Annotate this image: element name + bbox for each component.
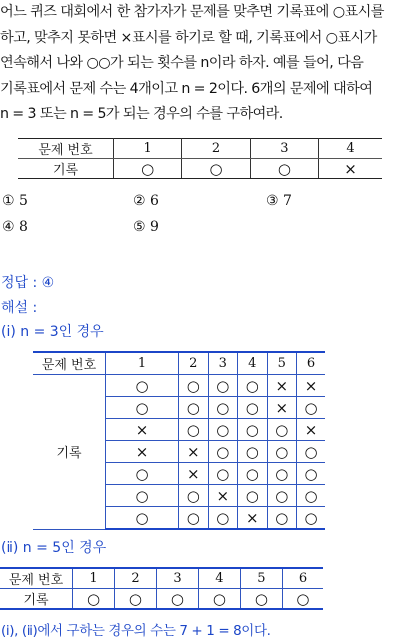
record-cell: ○ xyxy=(106,507,179,530)
option-5[interactable]: ⑤ 9 xyxy=(133,219,159,235)
record-cell: ○ xyxy=(267,419,297,441)
option-4[interactable]: ④ 8 xyxy=(2,219,28,235)
header-cell: 문제 번호 xyxy=(33,352,106,375)
problem-line: n = 3 또는 n = 5가 되는 경우의 수를 구하여라. xyxy=(0,106,283,122)
record-cell: ○ xyxy=(208,397,238,419)
record-cell: ○ xyxy=(208,507,238,530)
record-cell: ○ xyxy=(179,485,209,507)
record-cell: ○ xyxy=(267,485,297,507)
record-cell: ○ xyxy=(179,397,209,419)
record-cell: ○ xyxy=(179,375,209,397)
header-cell: 6 xyxy=(297,352,326,375)
record-cell: ○ xyxy=(208,375,238,397)
header-cell: 3 xyxy=(156,568,198,589)
record-cell: ○ xyxy=(297,463,326,485)
record-cell: × xyxy=(319,159,382,179)
record-cell: ○ xyxy=(182,159,250,179)
record-cell: ○ xyxy=(179,419,209,441)
header-cell: 1 xyxy=(106,352,179,375)
conclusion-text: (ⅰ), (ⅱ)에서 구하는 경우의 수는 7 + 1 = 8이다. xyxy=(1,623,271,639)
option-2[interactable]: ② 6 xyxy=(133,193,159,209)
record-cell: ○ xyxy=(208,419,238,441)
record-cell: ○ xyxy=(156,589,198,610)
record-cell: × xyxy=(238,507,268,530)
record-cell: ○ xyxy=(267,507,297,530)
case-2-table xyxy=(0,567,323,610)
row-label: 기록 xyxy=(18,159,114,179)
header-cell: 4 xyxy=(319,139,382,159)
header-cell: 5 xyxy=(267,352,297,375)
header-cell: 4 xyxy=(198,568,240,589)
case-1-table xyxy=(33,351,325,530)
option-1[interactable]: ① 5 xyxy=(2,193,28,209)
header-cell: 1 xyxy=(73,568,115,589)
record-cell: ○ xyxy=(267,441,297,463)
record-cell: × xyxy=(297,375,326,397)
record-cell: ○ xyxy=(297,507,326,530)
row-label: 기록 xyxy=(0,589,73,610)
record-cell: × xyxy=(208,485,238,507)
header-cell: 2 xyxy=(114,568,156,589)
record-cell: × xyxy=(179,441,209,463)
header-cell: 2 xyxy=(182,139,250,159)
problem-line: 하고, 맞추지 못하면 ×표시를 하기로 할 때, 기록표에서 ○표시가 xyxy=(0,29,377,46)
record-cell: ○ xyxy=(208,441,238,463)
record-cell: ○ xyxy=(238,397,268,419)
record-cell: × xyxy=(267,375,297,397)
record-cell: ○ xyxy=(73,589,115,610)
problem-line: 기록표에서 문제 수는 4개이고 n = 2이다. 6개의 문제에 대하여 xyxy=(0,80,373,97)
option-3[interactable]: ③ 7 xyxy=(266,193,292,209)
header-cell: 2 xyxy=(179,352,209,375)
case-2-heading: (ⅱ) n = 5인 경우 xyxy=(1,540,107,556)
record-cell: × xyxy=(267,397,297,419)
header-cell: 6 xyxy=(282,568,323,589)
record-cell: ○ xyxy=(208,463,238,485)
record-cell: ○ xyxy=(198,589,240,610)
record-cell: ○ xyxy=(238,463,268,485)
record-cell: ○ xyxy=(297,397,326,419)
header-cell: 문제 번호 xyxy=(18,139,114,159)
header-cell: 3 xyxy=(208,352,238,375)
answer-label: 정답 : ④ xyxy=(1,275,55,291)
record-cell: ○ xyxy=(106,375,179,397)
case-1-heading: (ⅰ) n = 3인 경우 xyxy=(1,324,104,340)
header-cell: 3 xyxy=(250,139,318,159)
example-record-table xyxy=(18,138,382,179)
header-cell: 문제 번호 xyxy=(0,568,73,589)
record-cell: ○ xyxy=(282,589,323,610)
record-cell: ○ xyxy=(114,589,156,610)
record-cell: × xyxy=(179,463,209,485)
record-cell: ○ xyxy=(179,507,209,530)
problem-line: 어느 퀴즈 대회에서 한 참가자가 문제를 맞추면 기록표에 ○표시를 xyxy=(0,4,384,20)
record-cell: ○ xyxy=(238,419,268,441)
row-label: 기록 xyxy=(33,375,106,530)
record-cell: ○ xyxy=(297,441,326,463)
record-cell: ○ xyxy=(240,589,282,610)
record-cell: × xyxy=(297,419,326,441)
header-cell: 5 xyxy=(240,568,282,589)
record-cell: ○ xyxy=(106,397,179,419)
record-cell: × xyxy=(106,419,179,441)
record-cell: ○ xyxy=(250,159,318,179)
record-cell: ○ xyxy=(106,463,179,485)
record-cell: ○ xyxy=(238,375,268,397)
problem-text xyxy=(0,0,400,128)
record-cell: × xyxy=(106,441,179,463)
record-cell: ○ xyxy=(297,485,326,507)
record-cell: ○ xyxy=(238,485,268,507)
record-cell: ○ xyxy=(106,485,179,507)
problem-line: 연속해서 나와 ○○가 되는 횟수를 n이라 하자. 예를 들어, 다음 xyxy=(0,55,364,71)
record-cell: ○ xyxy=(238,441,268,463)
header-cell: 1 xyxy=(114,139,182,159)
record-cell: ○ xyxy=(114,159,182,179)
record-cell: ○ xyxy=(267,463,297,485)
explanation-label: 해설 : xyxy=(1,300,38,316)
header-cell: 4 xyxy=(238,352,268,375)
